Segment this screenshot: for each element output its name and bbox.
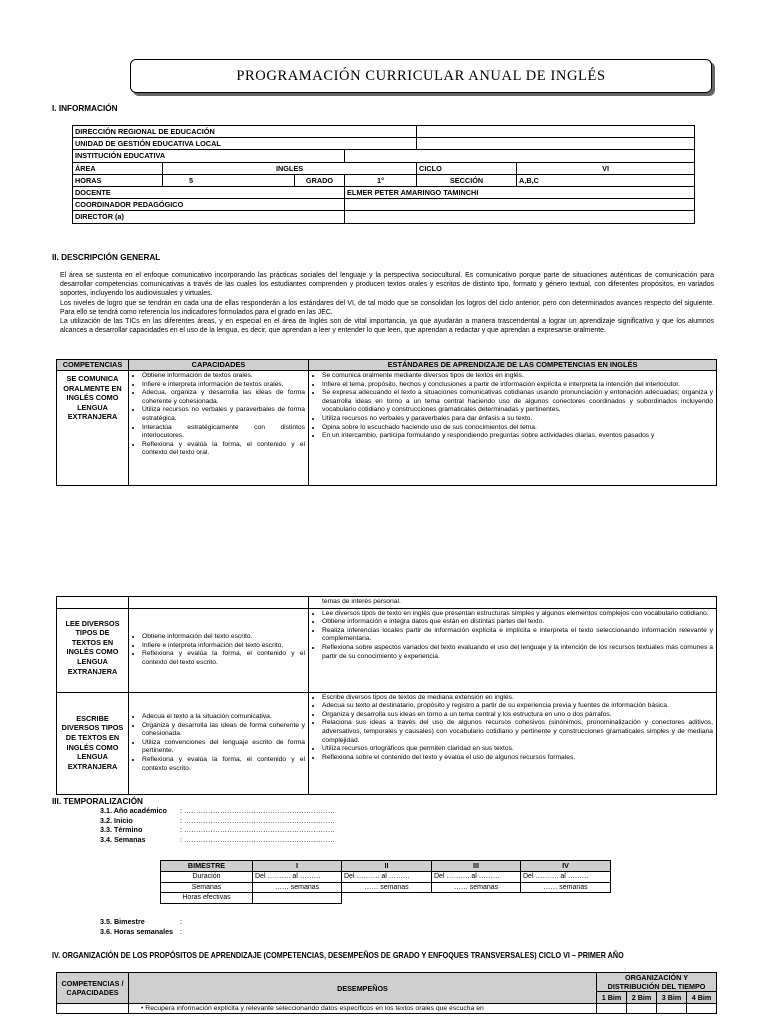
seccion-label: SECCIÓN: [417, 174, 517, 186]
header-estandares: ESTÁNDARES DE APRENDIZAJE DE LAS COMPETENCIAS EN INGLÉS: [309, 360, 717, 371]
bim-cell: [597, 1004, 627, 1014]
info-row-area: [73, 162, 695, 174]
desempeno-cell: • Recupera información explícita y relevante seleccionando datos específicos en los textos orales que escucha en: [129, 1004, 597, 1014]
description-text: [60, 271, 714, 335]
bimestre-header: BIMESTRE: [161, 861, 253, 872]
list-item: • Utiliza recursos no verbales y paraverbales de forma estratégica.: [142, 406, 305, 423]
grado-value: 1°: [345, 174, 417, 186]
header-desempenos: DESEMPEÑOS: [129, 973, 597, 1004]
info-row-ugel: [73, 138, 695, 150]
description-paragraph: El área se sustenta en el enfoque comunicativo incorporando las prácticas sociales del lenguaje y la perspectiva sociocultural. Es comunicativo porque parte de situaciones auténticas de comunicación para desarrollar competencias comunicativas a través de las cuales los estudiantes comprenden y producen textos orales y escritos de distinto tipo, formato y género textual, con diferentes propósitos, en variados soportes, incluyendo los audiovisuales y virtuales.: [60, 272, 714, 298]
competencia-lee-row: [57, 608, 717, 692]
list-item: • Escribe diversos tipos de textos de mediana extensión en inglés.: [322, 694, 713, 703]
docente-label: DOCENTE: [73, 186, 345, 198]
info-row-institucion: [73, 150, 695, 162]
competencias-table-part1: [56, 359, 717, 486]
temp-label: 3.1. Año académico: [100, 806, 167, 815]
temp-label: 3.6. Horas semanales: [100, 926, 174, 936]
list-item: • Se comunica oralmente mediante diversos tipos de textos en inglés.: [322, 372, 713, 381]
list-item: • Organiza y desarrolla las ideas de forma coherente y cohesionada.: [142, 722, 305, 739]
empty-cell: [342, 893, 432, 904]
semanas-label: Semanas: [161, 882, 253, 893]
list-item: • Infiere e interpreta información del texto escrito.: [142, 642, 305, 651]
list-item: • Interactúa estratégicamente con distintos interlocutores.: [142, 424, 305, 441]
description-paragraph: Los niveles de logro que se tendrán en cada una de ellas responderán a los estándares del VI, de tal modo que se consolidan los logros del ciclo anterior, pero con determinados avances respecto del siguiente. Para ello se tendrá como referencia los indicadores formulados para el grado en las JEC.: [60, 299, 714, 316]
list-item: • Reflexiona sobre el contenido del texto y evalúa el uso de algunos recursos formales.: [322, 754, 713, 763]
bimestre-header: II: [342, 861, 432, 872]
list-item: • Infiere e interpreta información de textos orales.: [142, 381, 305, 390]
area-label: ÁREA: [73, 162, 163, 174]
temp-value: : ………………………………………………………: [180, 815, 335, 825]
list-item: • Utiliza recursos ortográficos que permiten claridad en sus textos.: [322, 745, 713, 754]
bimestre-header: IV: [521, 861, 611, 872]
list-item: • Infiere el tema, propósito, hechos y conclusiones a partir de información explícita e interpreta la intención del interlocutor.: [322, 381, 713, 390]
bim-cell: [657, 1004, 687, 1014]
list-item: • Relaciona sus ideas a través del uso de algunos recursos cohesivos (sinónimos, pronominalización y conectores aditivos, adversativos, temporales y causales) con vocabulario cotidiano y pertinente y construcciones gramaticales simples y de mediana complejidad.: [322, 719, 713, 745]
information-table: [72, 125, 695, 224]
list-item: • En un intercambio, participa formulando y respondiendo preguntas sobre actividades diarias, eventos pasados y: [322, 432, 713, 441]
duracion-cell: Del ………. al ………: [521, 872, 611, 883]
coordinador-label: COORDINADOR PEDAGÓGICO: [73, 199, 345, 211]
duracion-cell: Del ………. al ………: [342, 872, 432, 883]
estandares-cell: [309, 608, 717, 692]
section-temporalizacion-heading: III. TEMPORALIZACIÓN: [52, 797, 143, 806]
coordinador-value: [345, 199, 695, 211]
direccion-value: [417, 126, 695, 138]
institucion-label: INSTITUCIÓN EDUCATIVA: [73, 150, 345, 162]
list-item: • Obtiene información de textos orales.: [142, 372, 305, 381]
header-capacidades: CAPACIDADES: [129, 360, 309, 371]
bim-cell: [627, 1004, 657, 1014]
competencia-oral-name: SE COMUNICA ORALMENTE EN INGLÉS COMO LENGUA EXTRANJERA: [57, 371, 129, 486]
list-item: • Obtiene información del texto escrito.: [142, 633, 305, 642]
semanas-cell: …… semanas: [253, 882, 342, 893]
duracion-label: Duración: [161, 872, 253, 883]
temp-value: :: [180, 917, 182, 926]
horas-cell: [253, 893, 342, 904]
temp-label: 3.3. Término: [100, 825, 143, 835]
info-row-coordinador: [73, 199, 695, 211]
organizacion-table: [56, 972, 717, 1014]
desempeno-text: Recupera información explícita y relevante seleccionando datos específicos en los textos orales que escucha en: [145, 1005, 484, 1012]
continuation-empty: [129, 597, 309, 609]
list-item: • Opina sobre lo escuchado haciendo uso de sus conocimientos del tema.: [322, 424, 713, 433]
competencia-escribe-row: [57, 692, 717, 794]
semanas-cell: …… semanas: [432, 882, 521, 893]
list-item: • Reflexiona y evalúa la forma, el contenido y el contexto del texto escrito.: [142, 650, 305, 667]
header-organizacion-tiempo: ORGANIZACIÓN Y DISTRIBUCIÓN DEL TIEMPO: [597, 973, 717, 992]
description-paragraph: La utilización de las TICs en las diferentes áreas, y en especial en el área de Inglés son de vital importancia, ya que ayudarán a manera trascendental a lograr un aprendizaje significativo y que los alumnos alcances a desarrollar capacidades en el uso de la lengua, es decir, que aprendan a leer y entender lo que leen, que aprendan a redactar y que aprendan a expresarse oralmente.: [60, 318, 714, 335]
docente-value: ELMER PETER AMARINGO TAMINCHI: [345, 186, 695, 198]
temp-value: : ………………………………………………………: [180, 834, 335, 844]
header-competencias-capacidades: COMPETENCIAS / CAPACIDADES: [57, 973, 129, 1004]
bim-cell: [687, 1004, 717, 1014]
bimestre-duracion-row: [161, 872, 611, 883]
capacidades-cell: [129, 371, 309, 486]
capacidades-cell: [129, 692, 309, 794]
list-item: • Realiza inferencias locales partir de información explícita e implícita e interpreta el texto seleccionando información relevante y complementaria.: [322, 627, 713, 644]
bimestre-header: I: [253, 861, 342, 872]
ugel-label: UNIDAD DE GESTIÓN EDUCATIVA LOCAL: [73, 138, 417, 150]
competencia-cell: [57, 1004, 129, 1014]
bimestre-table: [160, 860, 611, 904]
header-bim: 3 Bim: [657, 992, 687, 1004]
temp-value: :: [180, 926, 182, 936]
list-item: • Reflexiona y evalúa la forma, el contenido y el contexto del texto oral.: [142, 441, 305, 458]
estandares-cell: [309, 692, 717, 794]
estandares-cell: [309, 371, 717, 486]
horas-label: HORAS: [73, 174, 163, 186]
header-bim: 1 Bim: [597, 992, 627, 1004]
info-row-director: [73, 211, 695, 223]
temporalizacion-list-2: [100, 917, 182, 936]
ugel-value: [417, 138, 695, 150]
director-value: [345, 211, 695, 223]
header-bim: 4 Bim: [687, 992, 717, 1004]
institucion-value: [345, 150, 695, 162]
section-information-heading: I. INFORMACIÓN: [52, 104, 118, 113]
duracion-cell: Del ………. al ………: [253, 872, 342, 883]
continuation-row: [57, 597, 717, 609]
continuation-empty: [57, 597, 129, 609]
ciclo-label: CICLO: [417, 162, 517, 174]
organizacion-first-row: [57, 1004, 717, 1014]
bimestre-header-row: [161, 861, 611, 872]
competencias-table-part2: [56, 596, 717, 795]
temp-value: : ………………………………………………………: [180, 806, 335, 815]
competencia-oral-row: [57, 371, 717, 486]
section-description-heading: II. DESCRIPCIÓN GENERAL: [52, 253, 161, 262]
list-item: • Adecua su texto al destinatario, propósito y registro a partir de su experiencia previa y fuentes de información básica.: [322, 702, 713, 711]
bimestre-horas-row: [161, 893, 611, 904]
temp-label: 3.5. Bimestre: [100, 917, 145, 926]
grado-label: GRADO: [295, 174, 345, 186]
direccion-label: DIRECCIÓN REGIONAL DE EDUCACIÓN: [73, 126, 417, 138]
horas-value: 5: [163, 174, 295, 186]
list-item: • Reflexiona sobre aspectos variados del texto evaluando el uso del lenguaje y la intención de los recursos textuales más comunes a partir de su conocimiento y experiencia.: [322, 644, 713, 661]
document-title: PROGRAMACIÓN CURRICULAR ANUAL DE INGLÉS: [130, 59, 712, 93]
empty-cell: [432, 893, 521, 904]
list-item: • Organiza y desarrolla sus ideas en torno a un tema central y los estructura en uno o dos párrafos.: [322, 711, 713, 720]
semanas-cell: …… semanas: [521, 882, 611, 893]
list-item: • Se expresa adecuando el texto a situaciones comunicativas cotidianas usando pronunciación y entonación adecuadas; organiza y desarrolla ideas en torno a un tema central haciendo uso de algunos conectores coordinados y subordinados incluyendo vocabulario cotidiano y construcciones gramaticales determinadas y pertinentes.: [322, 389, 713, 415]
ciclo-value: VI: [517, 162, 695, 174]
list-item: • Adecua el texto a la situación comunicativa.: [142, 713, 305, 722]
list-item: • Obtiene información e integra datos que están en distintas partes del texto.: [322, 618, 713, 627]
area-value: INGLES: [163, 162, 417, 174]
temp-label: 3.2. Inicio: [100, 815, 133, 825]
competencias-header-row: [57, 360, 717, 371]
competencia-lee-name: LEE DIVERSOS TIPOS DE TEXTOS EN INGLÉS COMO LENGUA EXTRANJERA: [57, 608, 129, 692]
seccion-value: A,B,C: [517, 174, 695, 186]
info-row-direccion: [73, 126, 695, 138]
semanas-cell: …… semanas: [342, 882, 432, 893]
continuation-text: temas de interés personal.: [309, 597, 717, 609]
list-item: • Utiliza recursos no verbales y paraverbales para dar énfasis a su texto.: [322, 415, 713, 424]
capacidades-cell: [129, 608, 309, 692]
list-item: • Adecua, organiza y desarrolla las ideas de forma coherente y cohesionada.: [142, 389, 305, 406]
info-row-horas: [73, 174, 695, 186]
horas-efectivas-label: Horas efectivas: [161, 893, 253, 904]
header-bim: 2 Bim: [627, 992, 657, 1004]
duracion-cell: Del ………. al ………: [432, 872, 521, 883]
list-item: • Lee diversos tipos de texto en inglés que presentan estructuras simples y algunos elementos complejos con vocabulario cotidiano.: [322, 610, 713, 619]
section-organizacion-heading: IV. ORGANIZACIÓN DE LOS PROPÓSITOS DE APRENDIZAJE (COMPETENCIAS, DESEMPEÑOS DE GRADO Y ENFOQUES TRANSVERSALES) CICLO VI – PRIMER AÑO: [52, 951, 624, 960]
director-label: DIRECTOR (a): [73, 211, 345, 223]
organizacion-header-row: [57, 973, 717, 992]
header-competencias: COMPETENCIAS: [57, 360, 129, 371]
temp-label: 3.4. Semanas: [100, 834, 146, 844]
list-item: • Utiliza convenciones del lenguaje escrito de forma pertinente.: [142, 739, 305, 756]
bimestre-semanas-row: [161, 882, 611, 893]
temp-value: : ………………………………………………………: [180, 825, 335, 835]
bimestre-header: III: [432, 861, 521, 872]
empty-cell: [521, 893, 611, 904]
info-row-docente: [73, 186, 695, 198]
temporalizacion-list: [100, 806, 335, 844]
list-item: • Reflexiona y evalúa la forma, el contenido y el contexto escrito.: [142, 756, 305, 773]
competencia-escribe-name: ESCRIBE DIVERSOS TIPOS DE TEXTOS EN INGLÉS COMO LENGUA EXTRANJERA: [57, 692, 129, 794]
